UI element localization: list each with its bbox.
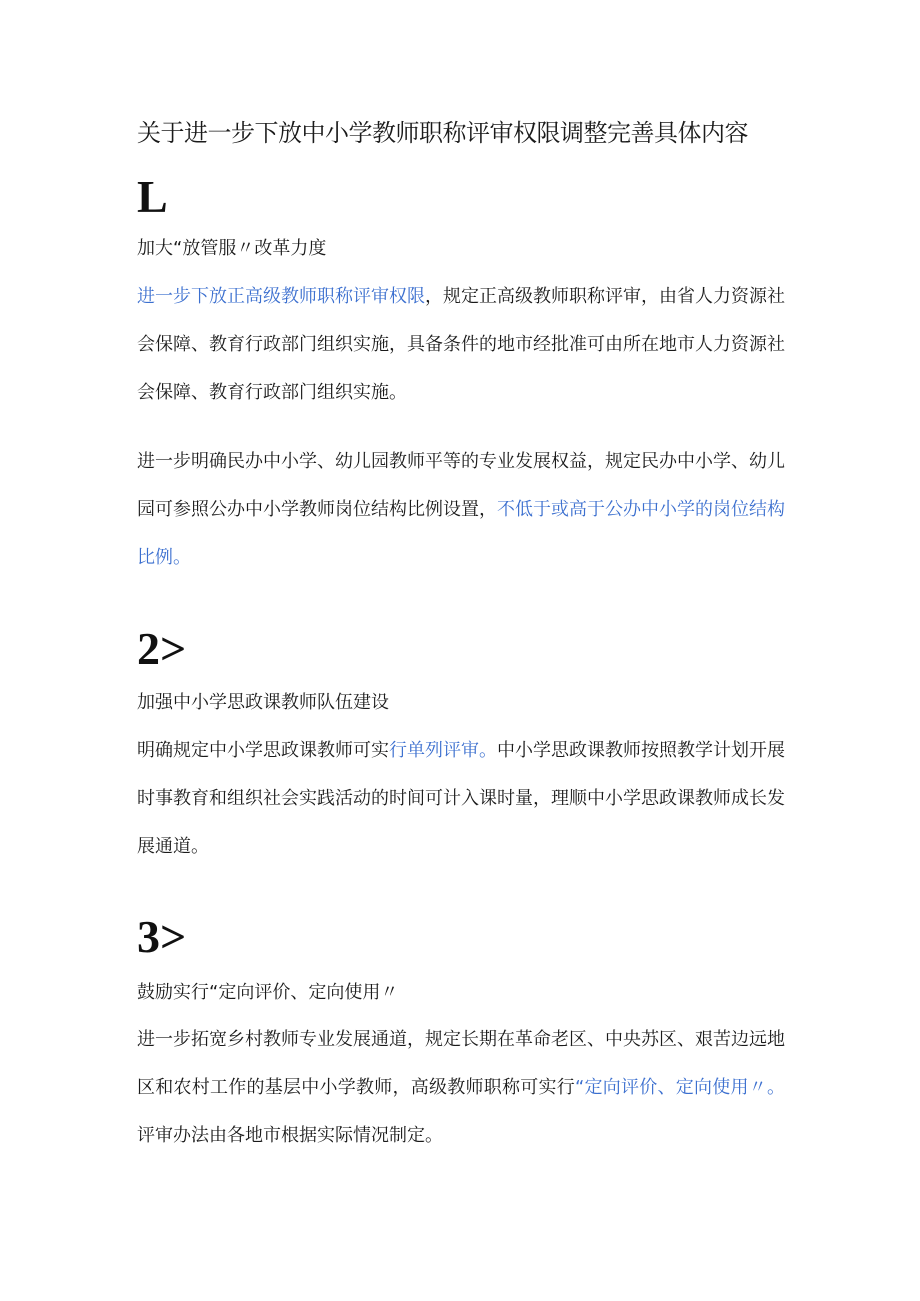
body-text: 中小学思政课教师按照教学计划开展时事教育和组织社会实践活动的时间可计入课时量，理顺中小学思政课教师成长发展通道。 [137, 740, 785, 857]
highlight-text: “定向评价、定向使用〃。 [574, 1077, 786, 1098]
section-2-heading: 加强中小学思政课教师队伍建设 [137, 692, 389, 713]
section-3-marker: 3> [137, 911, 187, 962]
section-1-paragraph-1 [137, 273, 785, 417]
highlight-text: 进一步下放正高级教师职称评审权限 [137, 286, 425, 307]
highlight-text: 不低于或高于公办中小学的岗位结构比例。 [137, 499, 785, 568]
section-1-paragraph-2 [137, 438, 785, 582]
section-2-paragraph-1 [137, 727, 785, 871]
section-3-heading: 鼓励实行“定向评价、定向使用〃 [137, 982, 399, 1003]
section-3-paragraph-1 [137, 1016, 785, 1160]
body-text: 进一步明确民办中小学、幼儿园教师平等的专业发展权益，规定民办中小学、幼儿园可参照公办中小学教师岗位结构比例设置， [137, 451, 785, 520]
document-title: 关于进一步下放中小学教师职称评审权限调整完善具体内容 [137, 119, 748, 147]
body-text: ，规定正高级教师职称评审，由省人力资源社会保障、教育行政部门组织实施，具备条件的地市经批准可由所在地市人力资源社会保障、教育行政部门组织实施。 [137, 286, 785, 403]
section-2-marker: 2> [137, 623, 187, 674]
body-text: 评审办法由各地市根据实际情况制定。 [137, 1125, 443, 1146]
body-text: 明确规定中小学思政课教师可实 [137, 740, 389, 761]
section-1-marker: L [137, 171, 168, 222]
section-1-heading: 加大“放管服〃改革力度 [137, 238, 327, 259]
highlight-text: 行单列评审。 [389, 740, 497, 761]
body-text: 进一步拓宽乡村教师专业发展通道，规定长期在革命老区、中央苏区、艰苦边远地区和农村工作的基层中小学教师，高级教师职称可实行 [137, 1029, 785, 1098]
